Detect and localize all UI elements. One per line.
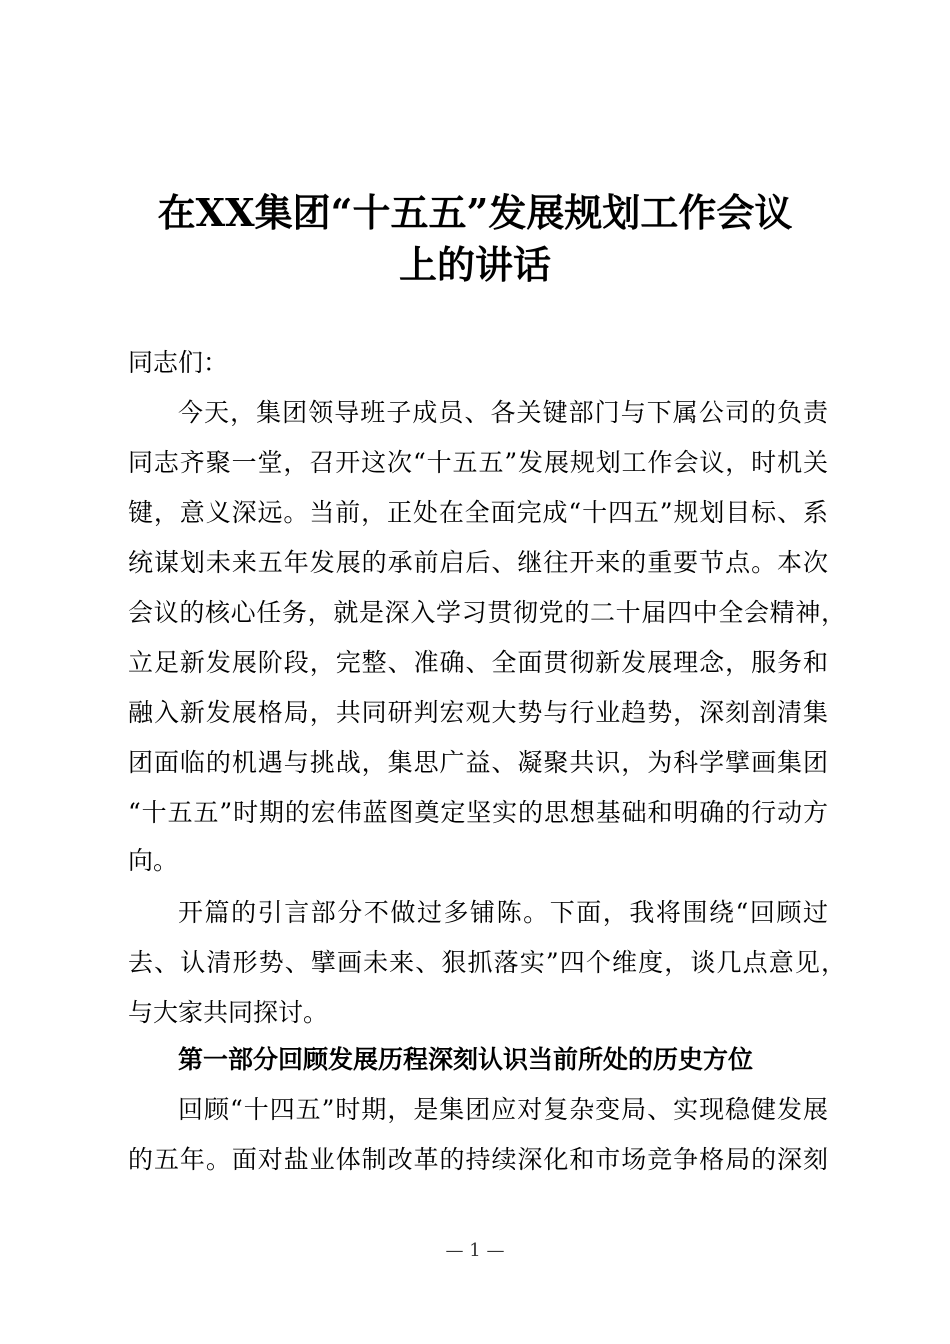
section-heading: 第一部分回顾发展历程深刻认识当前所处的历史方位 xyxy=(178,1045,754,1074)
text-line: 会议的核心任务，就是深入学习贯彻党的二十届四中全会精神， xyxy=(128,598,846,627)
text-line: “十五五”时期的宏伟蓝图奠定坚实的思想基础和明确的行动方 xyxy=(128,798,828,827)
document-title-line-2: 上的讲话 xyxy=(398,242,551,287)
text-line: 团面临的机遇与挑战，集思广益、凝聚共识，为科学擘画集团 xyxy=(128,748,828,777)
text-line: 立足新发展阶段，完整、准确、全面贯彻新发展理念，服务和 xyxy=(128,648,828,677)
text-line: 同志齐聚一堂，召开这次“十五五”发展规划工作会议，时机关 xyxy=(128,448,828,477)
text-line: 的五年。面对盐业体制改革的持续深化和市场竞争格局的深刻 xyxy=(128,1145,828,1174)
page-number: — 1 — xyxy=(445,1240,505,1261)
text-line: 向。 xyxy=(128,846,179,875)
salutation: 同志们： xyxy=(128,348,229,377)
text-line: 融入新发展格局，共同研判宏观大势与行业趋势，深刻剖清集 xyxy=(128,698,828,727)
text-line: 去、认清形势、擘画未来、狠抓落实”四个维度，谈几点意见， xyxy=(128,948,846,977)
text-line: 今天，集团领导班子成员、各关键部门与下属公司的负责 xyxy=(178,398,828,427)
document-title-line-1: 在XX集团“十五五”发展规划工作会议 xyxy=(157,190,793,235)
text-line: 与大家共同探讨。 xyxy=(128,998,329,1027)
text-line: 回顾“十四五”时期，是集团应对复杂变局、实现稳健发展 xyxy=(178,1095,828,1124)
text-line: 统谋划未来五年发展的承前启后、继往开来的重要节点。本次 xyxy=(128,548,828,577)
text-line: 开篇的引言部分不做过多铺陈。下面，我将围绕“回顾过 xyxy=(178,898,828,927)
text-line: 键，意义深远。当前，正处在全面完成“十四五”规划目标、系 xyxy=(128,498,828,527)
